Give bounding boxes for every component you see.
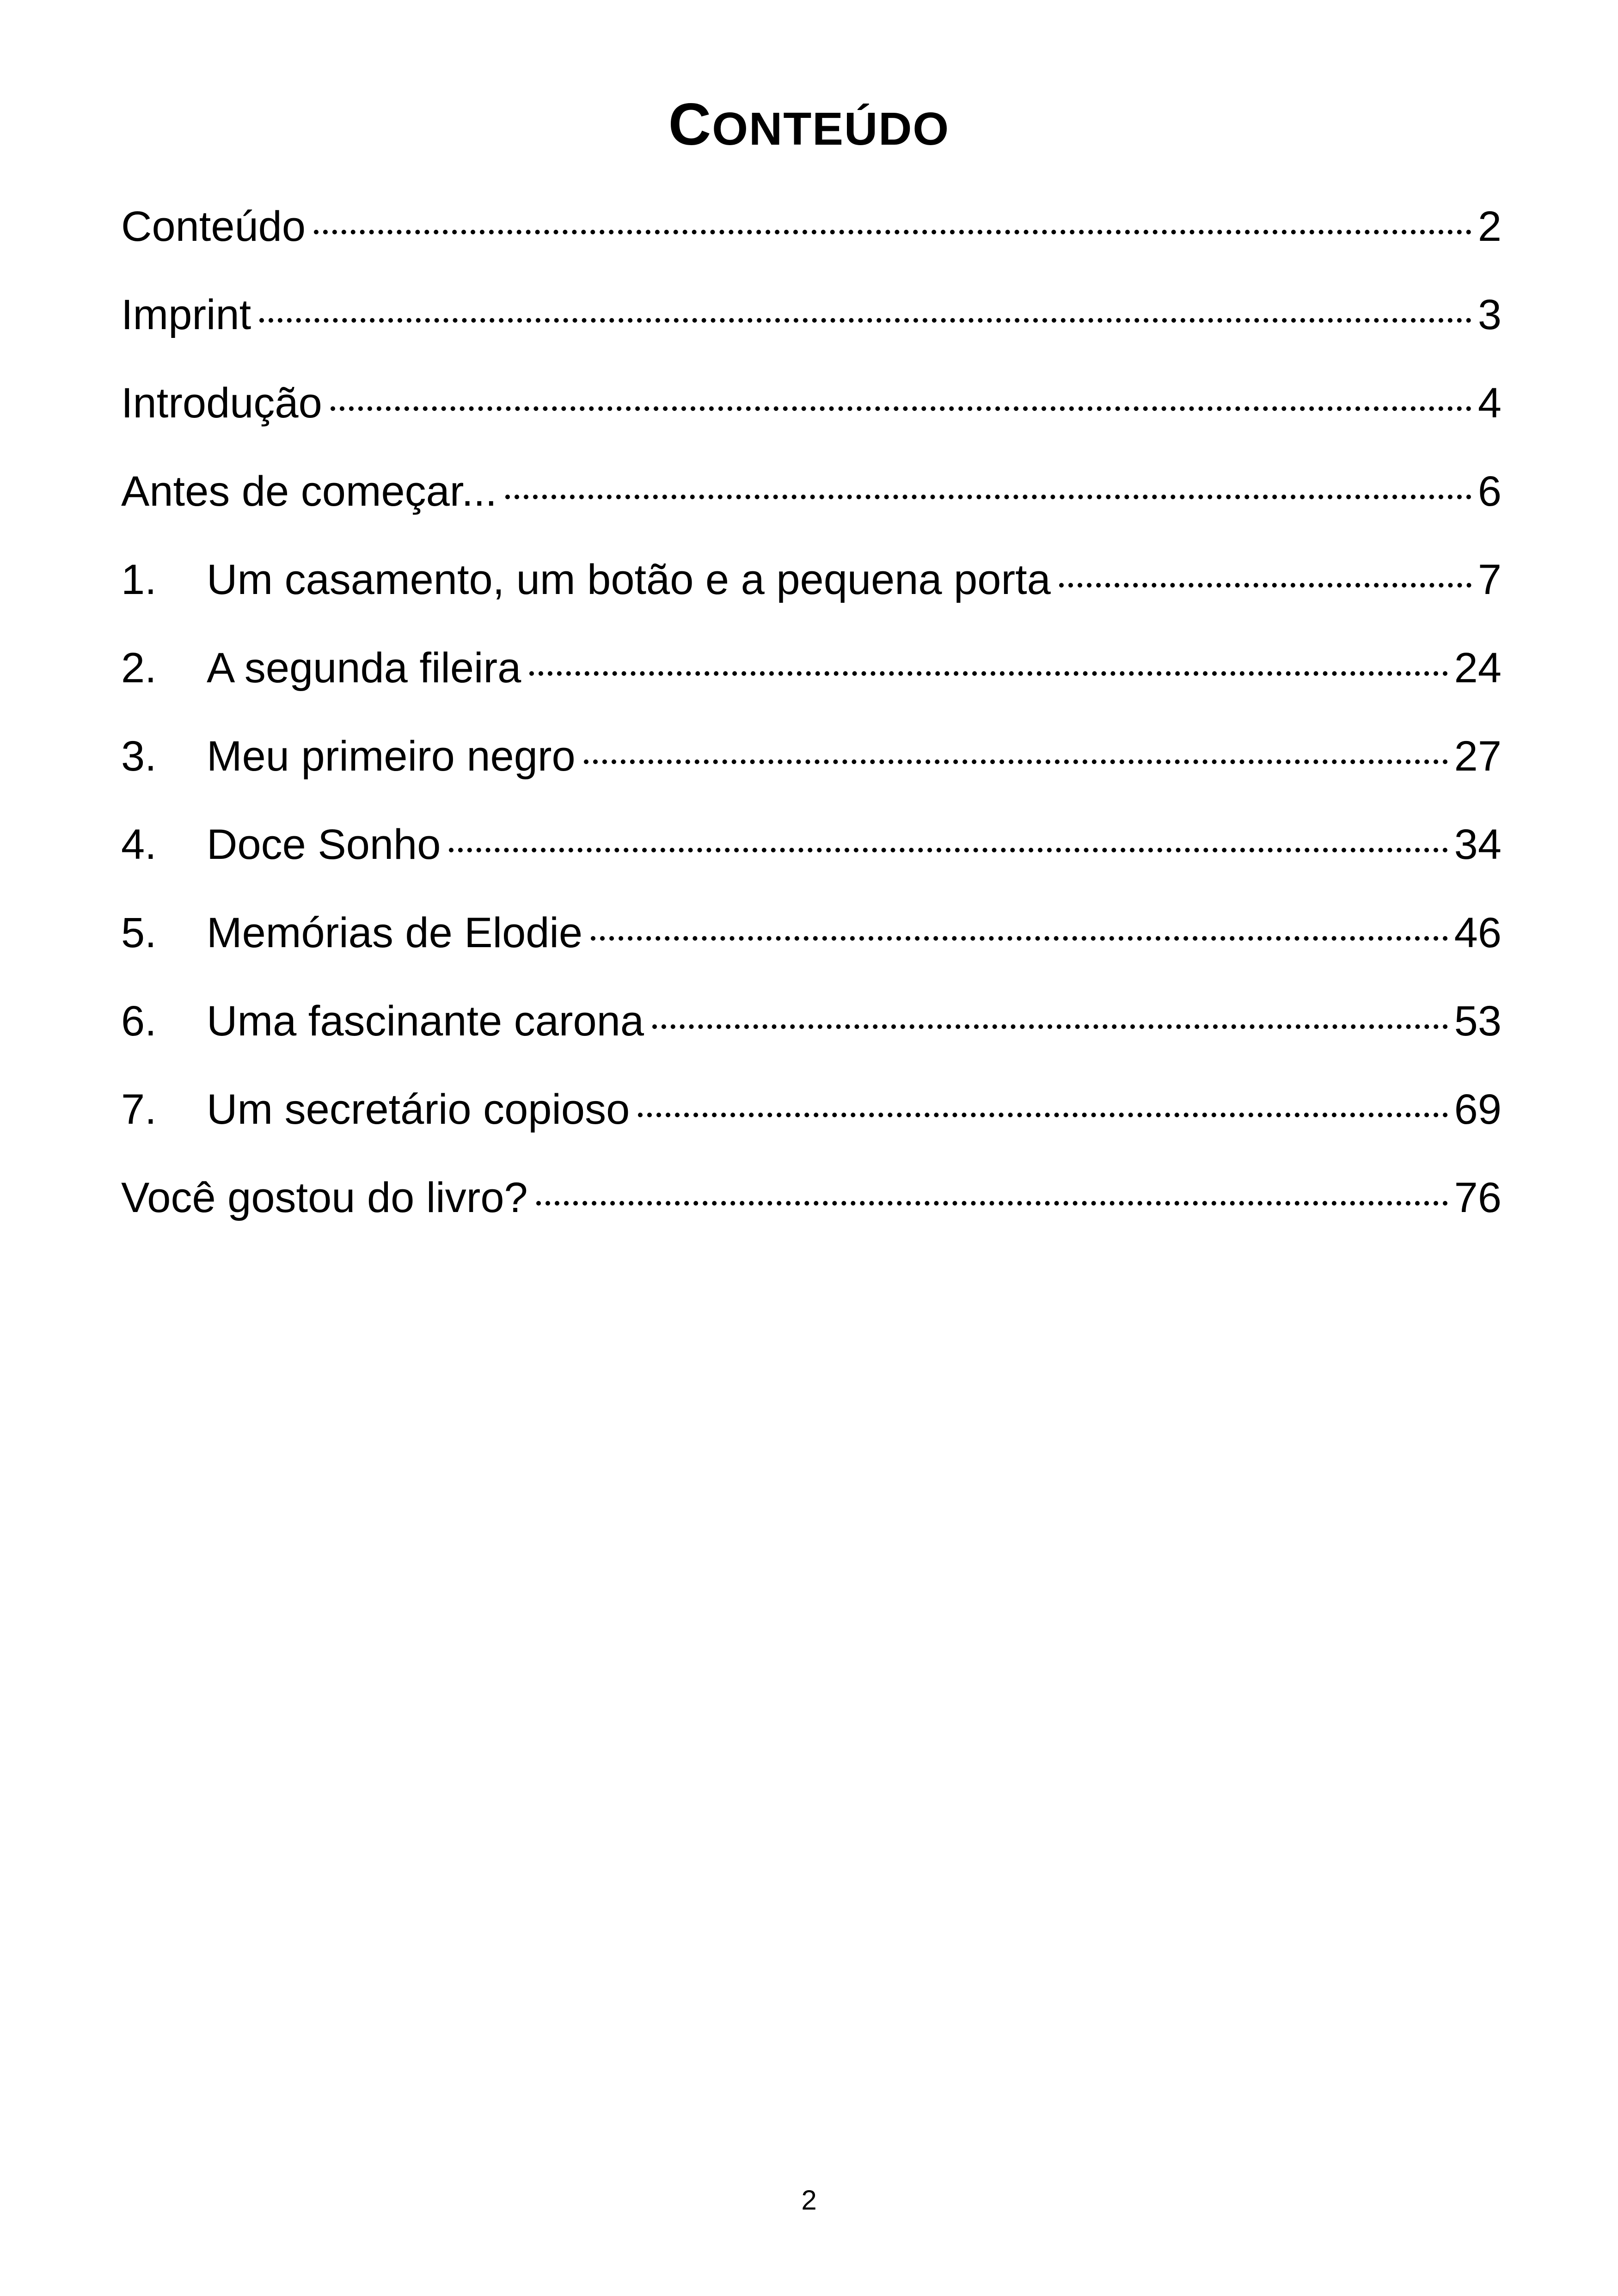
toc-entry-page: 76	[1454, 1174, 1502, 1221]
toc-entry-page: 34	[1454, 821, 1502, 868]
toc-entry-label: A segunda fileira	[207, 644, 521, 692]
toc-entry-chapter-1[interactable]	[121, 552, 1502, 640]
toc-leader-dots	[314, 230, 1471, 234]
toc-entry-number: 2.	[121, 644, 157, 692]
table-of-contents	[121, 199, 1502, 1258]
toc-leader-dots	[449, 848, 1447, 852]
toc-leader-dots	[259, 318, 1471, 323]
toc-entry-label: Conteúdo	[121, 203, 306, 250]
toc-entry-antes-de-comecar[interactable]	[121, 464, 1502, 552]
toc-entry-chapter-6[interactable]	[121, 993, 1502, 1082]
toc-entry-label: Doce Sonho	[207, 821, 441, 868]
toc-entry-label: Memórias de Elodie	[207, 909, 583, 956]
toc-entry-number: 7.	[121, 1086, 157, 1133]
toc-entry-chapter-4[interactable]	[121, 817, 1502, 905]
toc-entry-page: 27	[1454, 733, 1502, 780]
toc-leader-dots	[638, 1113, 1447, 1117]
toc-leader-dots	[584, 759, 1448, 764]
page-title-rest: ONTEÚDO	[712, 103, 950, 155]
toc-entry-number: 6.	[121, 998, 157, 1045]
toc-entry-label: Uma fascinante carona	[207, 998, 644, 1045]
toc-entry-label: Um casamento, um botão e a pequena porta	[207, 556, 1051, 603]
toc-entry-chapter-3[interactable]	[121, 729, 1502, 817]
toc-leader-dots	[1059, 583, 1471, 588]
toc-entry-page: 24	[1454, 644, 1502, 692]
toc-leader-dots	[591, 936, 1448, 941]
toc-entry-number: 4.	[121, 821, 157, 868]
toc-entry-label: Antes de começar...	[121, 468, 497, 515]
toc-entry-number: 3.	[121, 733, 157, 780]
toc-leader-dots	[652, 1024, 1448, 1029]
toc-leader-dots	[529, 671, 1447, 676]
toc-entry-chapter-7[interactable]	[121, 1082, 1502, 1170]
page-title	[0, 90, 1618, 164]
toc-entry-label: Você gostou do livro?	[121, 1174, 528, 1221]
toc-entry-label: Meu primeiro negro	[207, 733, 576, 780]
toc-entry-number: 1.	[121, 556, 157, 603]
toc-entry-page: 4	[1477, 380, 1502, 427]
toc-entry-chapter-2[interactable]	[121, 640, 1502, 729]
toc-leader-dots	[536, 1201, 1448, 1206]
toc-entry-conteudo[interactable]	[121, 199, 1502, 287]
toc-entry-introducao[interactable]	[121, 375, 1502, 464]
page-number: 2	[801, 2185, 817, 2216]
toc-entry-page: 46	[1454, 909, 1502, 956]
toc-entry-number: 5.	[121, 909, 157, 956]
toc-entry-chapter-5[interactable]	[121, 905, 1502, 993]
toc-entry-label: Introdução	[121, 380, 322, 427]
toc-entry-page: 3	[1477, 291, 1502, 338]
toc-entry-label: Um secretário copioso	[207, 1086, 630, 1133]
toc-entry-voce-gostou[interactable]	[121, 1170, 1502, 1258]
toc-entry-imprint[interactable]	[121, 287, 1502, 375]
toc-leader-dots	[505, 495, 1471, 499]
toc-leader-dots	[331, 406, 1471, 411]
toc-entry-page: 6	[1477, 468, 1502, 515]
toc-entry-page: 7	[1477, 556, 1502, 603]
toc-entry-label: Imprint	[121, 291, 251, 338]
toc-entry-page: 53	[1454, 998, 1502, 1045]
toc-entry-page: 69	[1454, 1086, 1502, 1133]
toc-entry-page: 2	[1477, 203, 1502, 250]
page-title-initial: C	[668, 92, 712, 158]
